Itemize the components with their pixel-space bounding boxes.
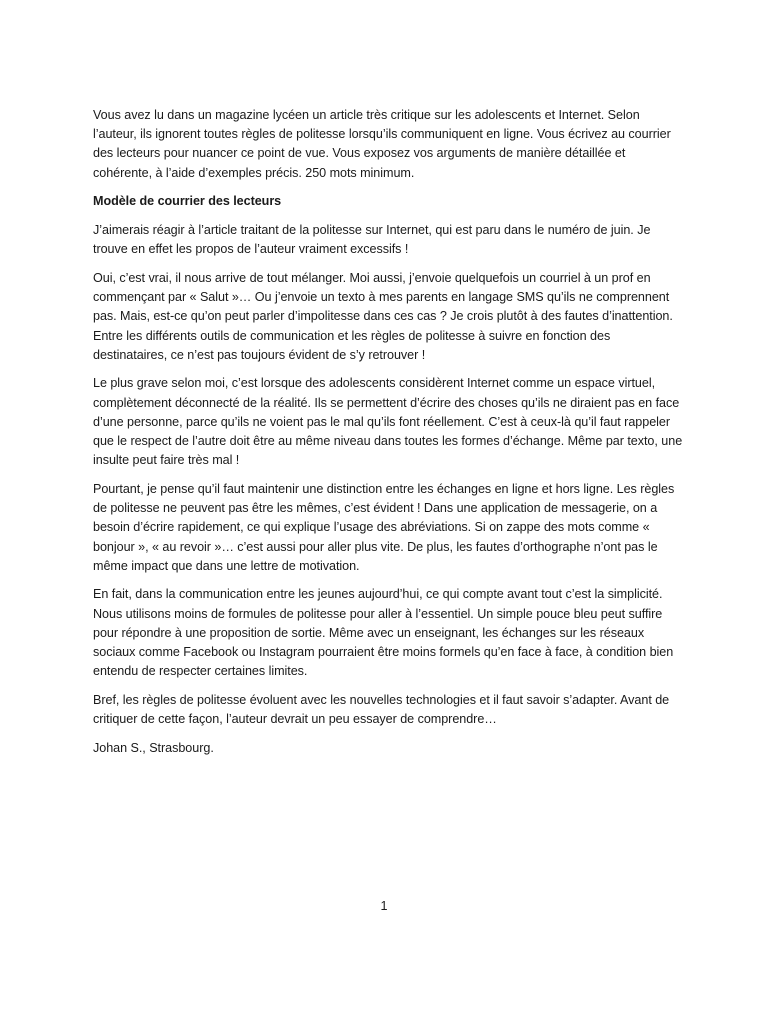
assignment-intro: Vous avez lu dans un magazine lycéen un article très critique sur les adolescents et Internet. Selon l’auteur, ils ignorent toutes règles de politesse lorsqu’ils communiquent en ligne. Vous écrivez au courrier des lecteurs pour nuancer ce point de vue. Vous exposez vos arguments de manière détaillée et cohérente, à l’aide d’exemples précis. 250 mots minimum. [93, 108, 671, 180]
letter-signature: Johan S., Strasbourg. [93, 740, 214, 755]
letter-paragraph: Oui, c’est vrai, il nous arrive de tout mélanger. Moi aussi, j’envoie quelquefois un courriel à un prof en commençant par « Salut »… Ou j’envoie un texto à mes parents en langage SMS qu’ils ne comprennent pas. Mais, est-ce qu’on peut parler d’impolitesse dans ces cas ? Je crois plutôt à des fautes d’inattention. Entre les différents outils de communication et les règles de politesse à suivre en fonction des destinataires, ce n’est pas toujours évident de s’y retrouver ! [93, 270, 673, 362]
document-body [93, 106, 683, 768]
letter-paragraph: En fait, dans la communication entre les jeunes aujourd’hui, ce qui compte avant tout c’est la simplicité. Nous utilisons moins de formules de politesse pour aller à l’essentiel. Un simple pouce bleu peut suffire pour répondre à une proposition de sortie. Même avec un enseignant, les échanges sur les réseaux sociaux comme Facebook ou Instagram pourraient être moins formels qu’en face à face, à condition bien entendu de respecter certaines limites. [93, 587, 674, 679]
page-number: 1 [380, 899, 388, 913]
section-heading: Modèle de courrier des lecteurs [93, 194, 282, 209]
letter-paragraph: Pourtant, je pense qu’il faut maintenir une distinction entre les échanges en ligne et hors ligne. Les règles de politesse ne peuvent pas être les mêmes, c’est évident ! Dans une application de messagerie, on a besoin d’écrire rapidement, ce qui explique l’usage des abréviations. Si on zappe des mots comme « bonjour », « au revoir »… c’est aussi pour aller plus vite. De plus, les fautes d’orthographe n’ont pas le même impact que dans une lettre de motivation. [93, 481, 675, 573]
letter-paragraph: Bref, les règles de politesse évoluent avec les nouvelles technologies et il faut savoir s’adapter. Avant de critiquer de cette façon, l’auteur devrait un peu essayer de comprendre… [93, 692, 670, 727]
letter-paragraph: J’aimerais réagir à l’article traitant de la politesse sur Internet, qui est paru dans le numéro de juin. Je trouve en effet les propos de l’auteur vraiment excessifs ! [93, 223, 651, 257]
letter-paragraph: Le plus grave selon moi, c’est lorsque des adolescents considèrent Internet comme un espace virtuel, complètement déconnecté de la réalité. Ils se permettent d’écrire des choses qu’ils ne diraient pas en face d’une personne, parce qu’ils ne voient pas le mal qu’ils font réellement. C’est à ceux-là qu’il faut rappeler que le respect de l’autre doit être au même niveau dans toutes les formes d’échange. Même par texto, une insulte peut faire très mal ! [93, 376, 683, 468]
